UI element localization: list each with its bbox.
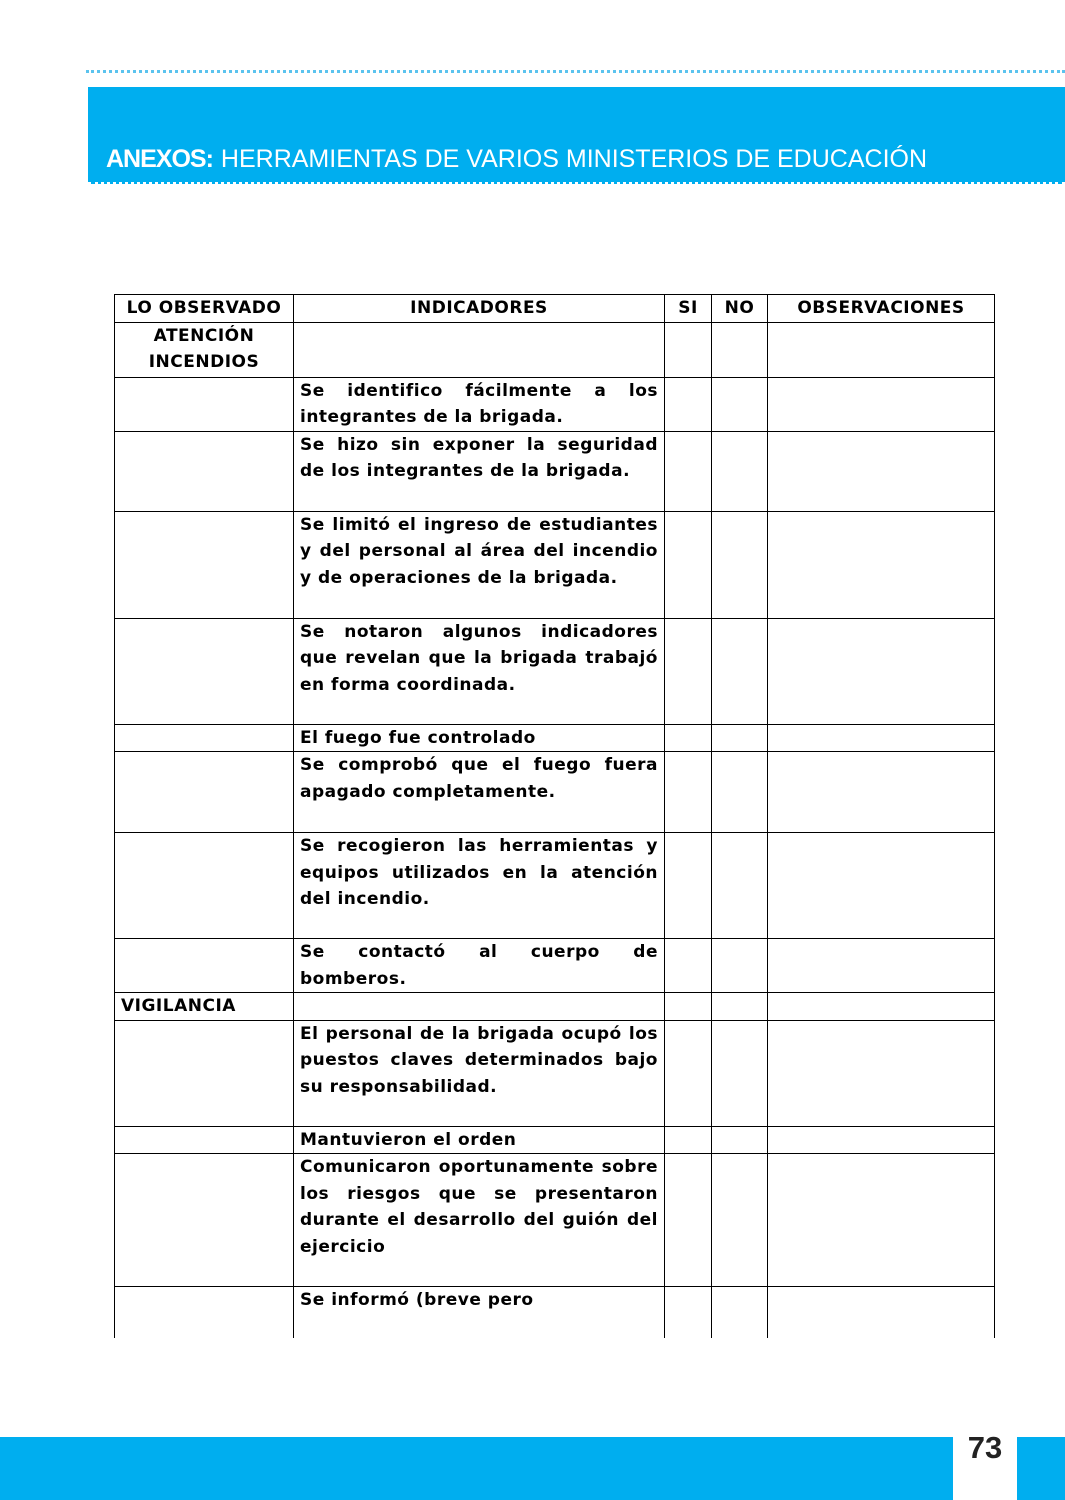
indicator-cell: Se limitó el ingreso de estudiantes y del personal al área del incendio y de operaciones de la brigada. <box>294 511 665 618</box>
observed-cell <box>115 618 294 724</box>
si-cell <box>665 377 712 431</box>
observed-cell <box>115 1126 294 1154</box>
table-row <box>115 993 995 1021</box>
indicator-cell: Se contactó al cuerpo de bomberos. <box>294 939 665 993</box>
si-cell <box>665 618 712 724</box>
si-cell <box>665 322 712 377</box>
col-header-indicators: INDICADORES <box>294 295 665 323</box>
si-cell <box>665 939 712 993</box>
observed-cell <box>115 833 294 939</box>
si-cell <box>665 431 712 511</box>
observed-cell <box>115 752 294 833</box>
observations-cell <box>768 724 995 752</box>
indicator-cell: Comunicaron oportunamente sobre los riesgos que se presentaron durante el desarrollo del guión del ejercicio <box>294 1154 665 1287</box>
observed-cell: VIGILANCIA <box>115 993 294 1021</box>
si-cell <box>665 1126 712 1154</box>
si-cell <box>665 724 712 752</box>
col-header-si: SI <box>665 295 712 323</box>
table-row <box>115 511 995 618</box>
table-row <box>115 1126 995 1154</box>
observed-cell <box>115 377 294 431</box>
indicator-cell: Se comprobó que el fuego fuera apagado completamente. <box>294 752 665 833</box>
header-dotted-rule <box>88 182 1065 185</box>
indicator-cell <box>294 322 665 377</box>
si-cell <box>665 1287 712 1339</box>
footer-band <box>0 1437 1065 1500</box>
no-cell <box>712 993 768 1021</box>
si-cell <box>665 752 712 833</box>
header-title-text: HERRAMIENTAS DE VARIOS MINISTERIOS DE EDUCACIÓN <box>220 145 928 173</box>
page-number: 73 <box>967 1430 1003 1465</box>
no-cell <box>712 1287 768 1339</box>
observations-cell <box>768 1287 995 1339</box>
observations-cell <box>768 1154 995 1287</box>
observed-cell <box>115 431 294 511</box>
indicator-cell: Se recogieron las herramientas y equipos utilizados en la atención del incendio. <box>294 833 665 939</box>
col-header-no: NO <box>712 295 768 323</box>
observed-cell <box>115 724 294 752</box>
page-header-title <box>106 143 927 175</box>
indicator-cell: El personal de la brigada ocupó los puestos claves determinados bajo su responsabilidad. <box>294 1020 665 1126</box>
indicator-cell: Se notaron algunos indicadores que revelan que la brigada trabajó en forma coordinada. <box>294 618 665 724</box>
col-header-observations: OBSERVACIONES <box>768 295 995 323</box>
table-row <box>115 322 995 377</box>
no-cell <box>712 377 768 431</box>
observed-cell <box>115 1020 294 1126</box>
si-cell <box>665 833 712 939</box>
indicator-cell: Se identifico fácilmente a los integrantes de la brigada. <box>294 377 665 431</box>
no-cell <box>712 322 768 377</box>
no-cell <box>712 752 768 833</box>
observations-cell <box>768 752 995 833</box>
observations-cell <box>768 993 995 1021</box>
table-row <box>115 431 995 511</box>
si-cell <box>665 993 712 1021</box>
si-cell <box>665 1020 712 1126</box>
no-cell <box>712 511 768 618</box>
observations-cell <box>768 511 995 618</box>
observed-cell <box>115 511 294 618</box>
top-dotted-rule <box>86 70 1065 73</box>
si-cell <box>665 1154 712 1287</box>
table-row <box>115 1287 995 1339</box>
table-row <box>115 377 995 431</box>
no-cell <box>712 1020 768 1126</box>
table-row <box>115 1154 995 1287</box>
observations-cell <box>768 322 995 377</box>
indicator-cell: Se hizo sin exponer la seguridad de los integrantes de la brigada. <box>294 431 665 511</box>
table-row <box>115 752 995 833</box>
observations-cell <box>768 377 995 431</box>
si-cell <box>665 511 712 618</box>
observations-cell <box>768 618 995 724</box>
table-row <box>115 724 995 752</box>
table-row <box>115 833 995 939</box>
observations-cell <box>768 431 995 511</box>
checklist-table-container <box>114 294 995 1338</box>
observed-cell: ATENCIÓN INCENDIOS <box>115 322 294 377</box>
indicator-cell: Mantuvieron el orden <box>294 1126 665 1154</box>
no-cell <box>712 1154 768 1287</box>
checklist-table <box>114 294 995 1338</box>
table-row <box>115 1020 995 1126</box>
no-cell <box>712 431 768 511</box>
no-cell <box>712 618 768 724</box>
header-strong-label: ANEXOS: <box>106 145 213 173</box>
col-header-observed: LO OBSERVADO <box>115 295 294 323</box>
observations-cell <box>768 1126 995 1154</box>
no-cell <box>712 724 768 752</box>
indicator-cell <box>294 993 665 1021</box>
table-row <box>115 618 995 724</box>
indicator-cell: El fuego fue controlado <box>294 724 665 752</box>
no-cell <box>712 939 768 993</box>
no-cell <box>712 1126 768 1154</box>
observations-cell <box>768 833 995 939</box>
observed-cell <box>115 1287 294 1339</box>
observations-cell <box>768 1020 995 1126</box>
table-header-row <box>115 295 995 323</box>
indicator-cell: Se informó (breve pero <box>294 1287 665 1339</box>
no-cell <box>712 833 768 939</box>
observed-cell <box>115 1154 294 1287</box>
table-row <box>115 939 995 993</box>
observed-cell <box>115 939 294 993</box>
observations-cell <box>768 939 995 993</box>
